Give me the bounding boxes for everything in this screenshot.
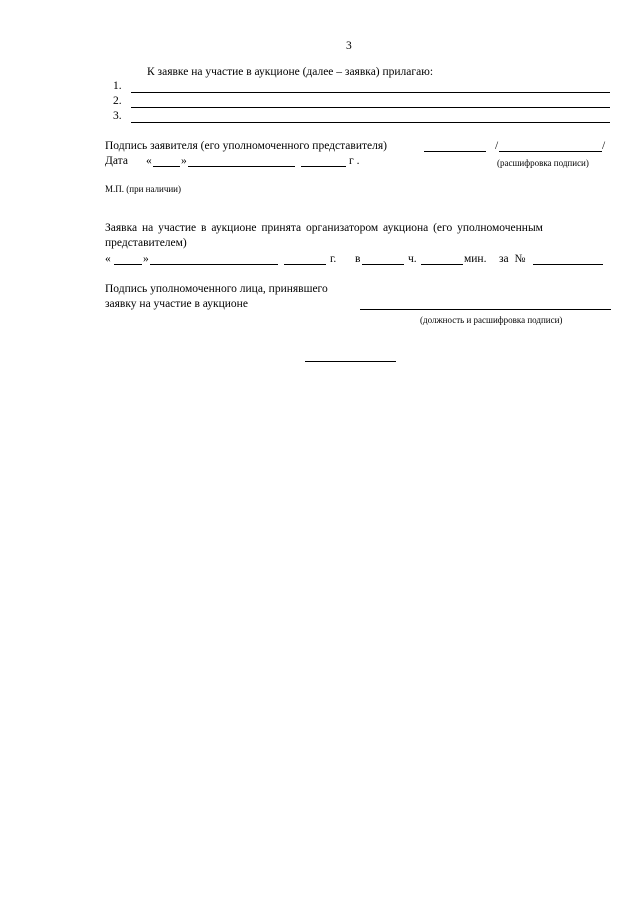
acceptance-quote-open: « [105,253,111,265]
date-month-line [188,166,295,167]
slash-close: / [602,140,606,152]
attachment-item-3-number: 3. [113,110,122,122]
attachments-heading: К заявке на участие в аукционе (далее – заявка) прилагаю: [147,66,434,78]
acceptance-month-line [150,264,278,265]
closing-divider [305,361,396,362]
official-signature-caption: (должность и расшифровка подписи) [420,315,563,325]
acceptance-minutes-label: мин. [464,253,487,265]
decoding-caption: (расшифровка подписи) [497,158,589,168]
acceptance-at-label: в [355,253,361,265]
attachment-item-2-number: 2. [113,95,122,107]
attachment-item-1-line [131,92,610,93]
acceptance-hours-line [362,264,404,265]
acceptance-quote-close: » [143,253,149,265]
acceptance-minutes-line [421,264,463,265]
acceptance-line-1: Заявка на участие в аукционе принята организатором аукциона (его уполномоченным [105,222,543,234]
attachment-item-1-number: 1. [113,80,122,92]
acceptance-number-label: за № [499,253,526,265]
page-number: 3 [346,40,352,52]
acceptance-year-line [284,264,326,265]
date-year-suffix: г . [349,155,360,167]
applicant-signature-line [424,151,486,152]
date-label: Дата [105,155,128,167]
applicant-signature-label: Подпись заявителя (его уполномоченного представителя) [105,140,387,152]
acceptance-day-line [114,264,142,265]
official-signature-line-2: заявку на участие в аукционе [105,298,248,310]
official-signature-line [360,309,611,310]
slash-open: / [495,140,499,152]
acceptance-line-2: представителем) [105,237,187,249]
signature-decoding-line [499,151,602,152]
date-quote-close: » [181,155,187,167]
date-quote-open: « [146,155,152,167]
date-day-line [153,166,180,167]
acceptance-year-label: г. [330,253,337,265]
attachment-item-3-line [131,122,610,123]
date-year-line [301,166,346,167]
stamp-label: М.П. (при наличии) [105,184,181,194]
official-signature-line-1: Подпись уполномоченного лица, принявшего [105,283,328,295]
attachment-item-2-line [131,107,610,108]
acceptance-number-line [533,264,603,265]
acceptance-hours-label: ч. [408,253,417,265]
